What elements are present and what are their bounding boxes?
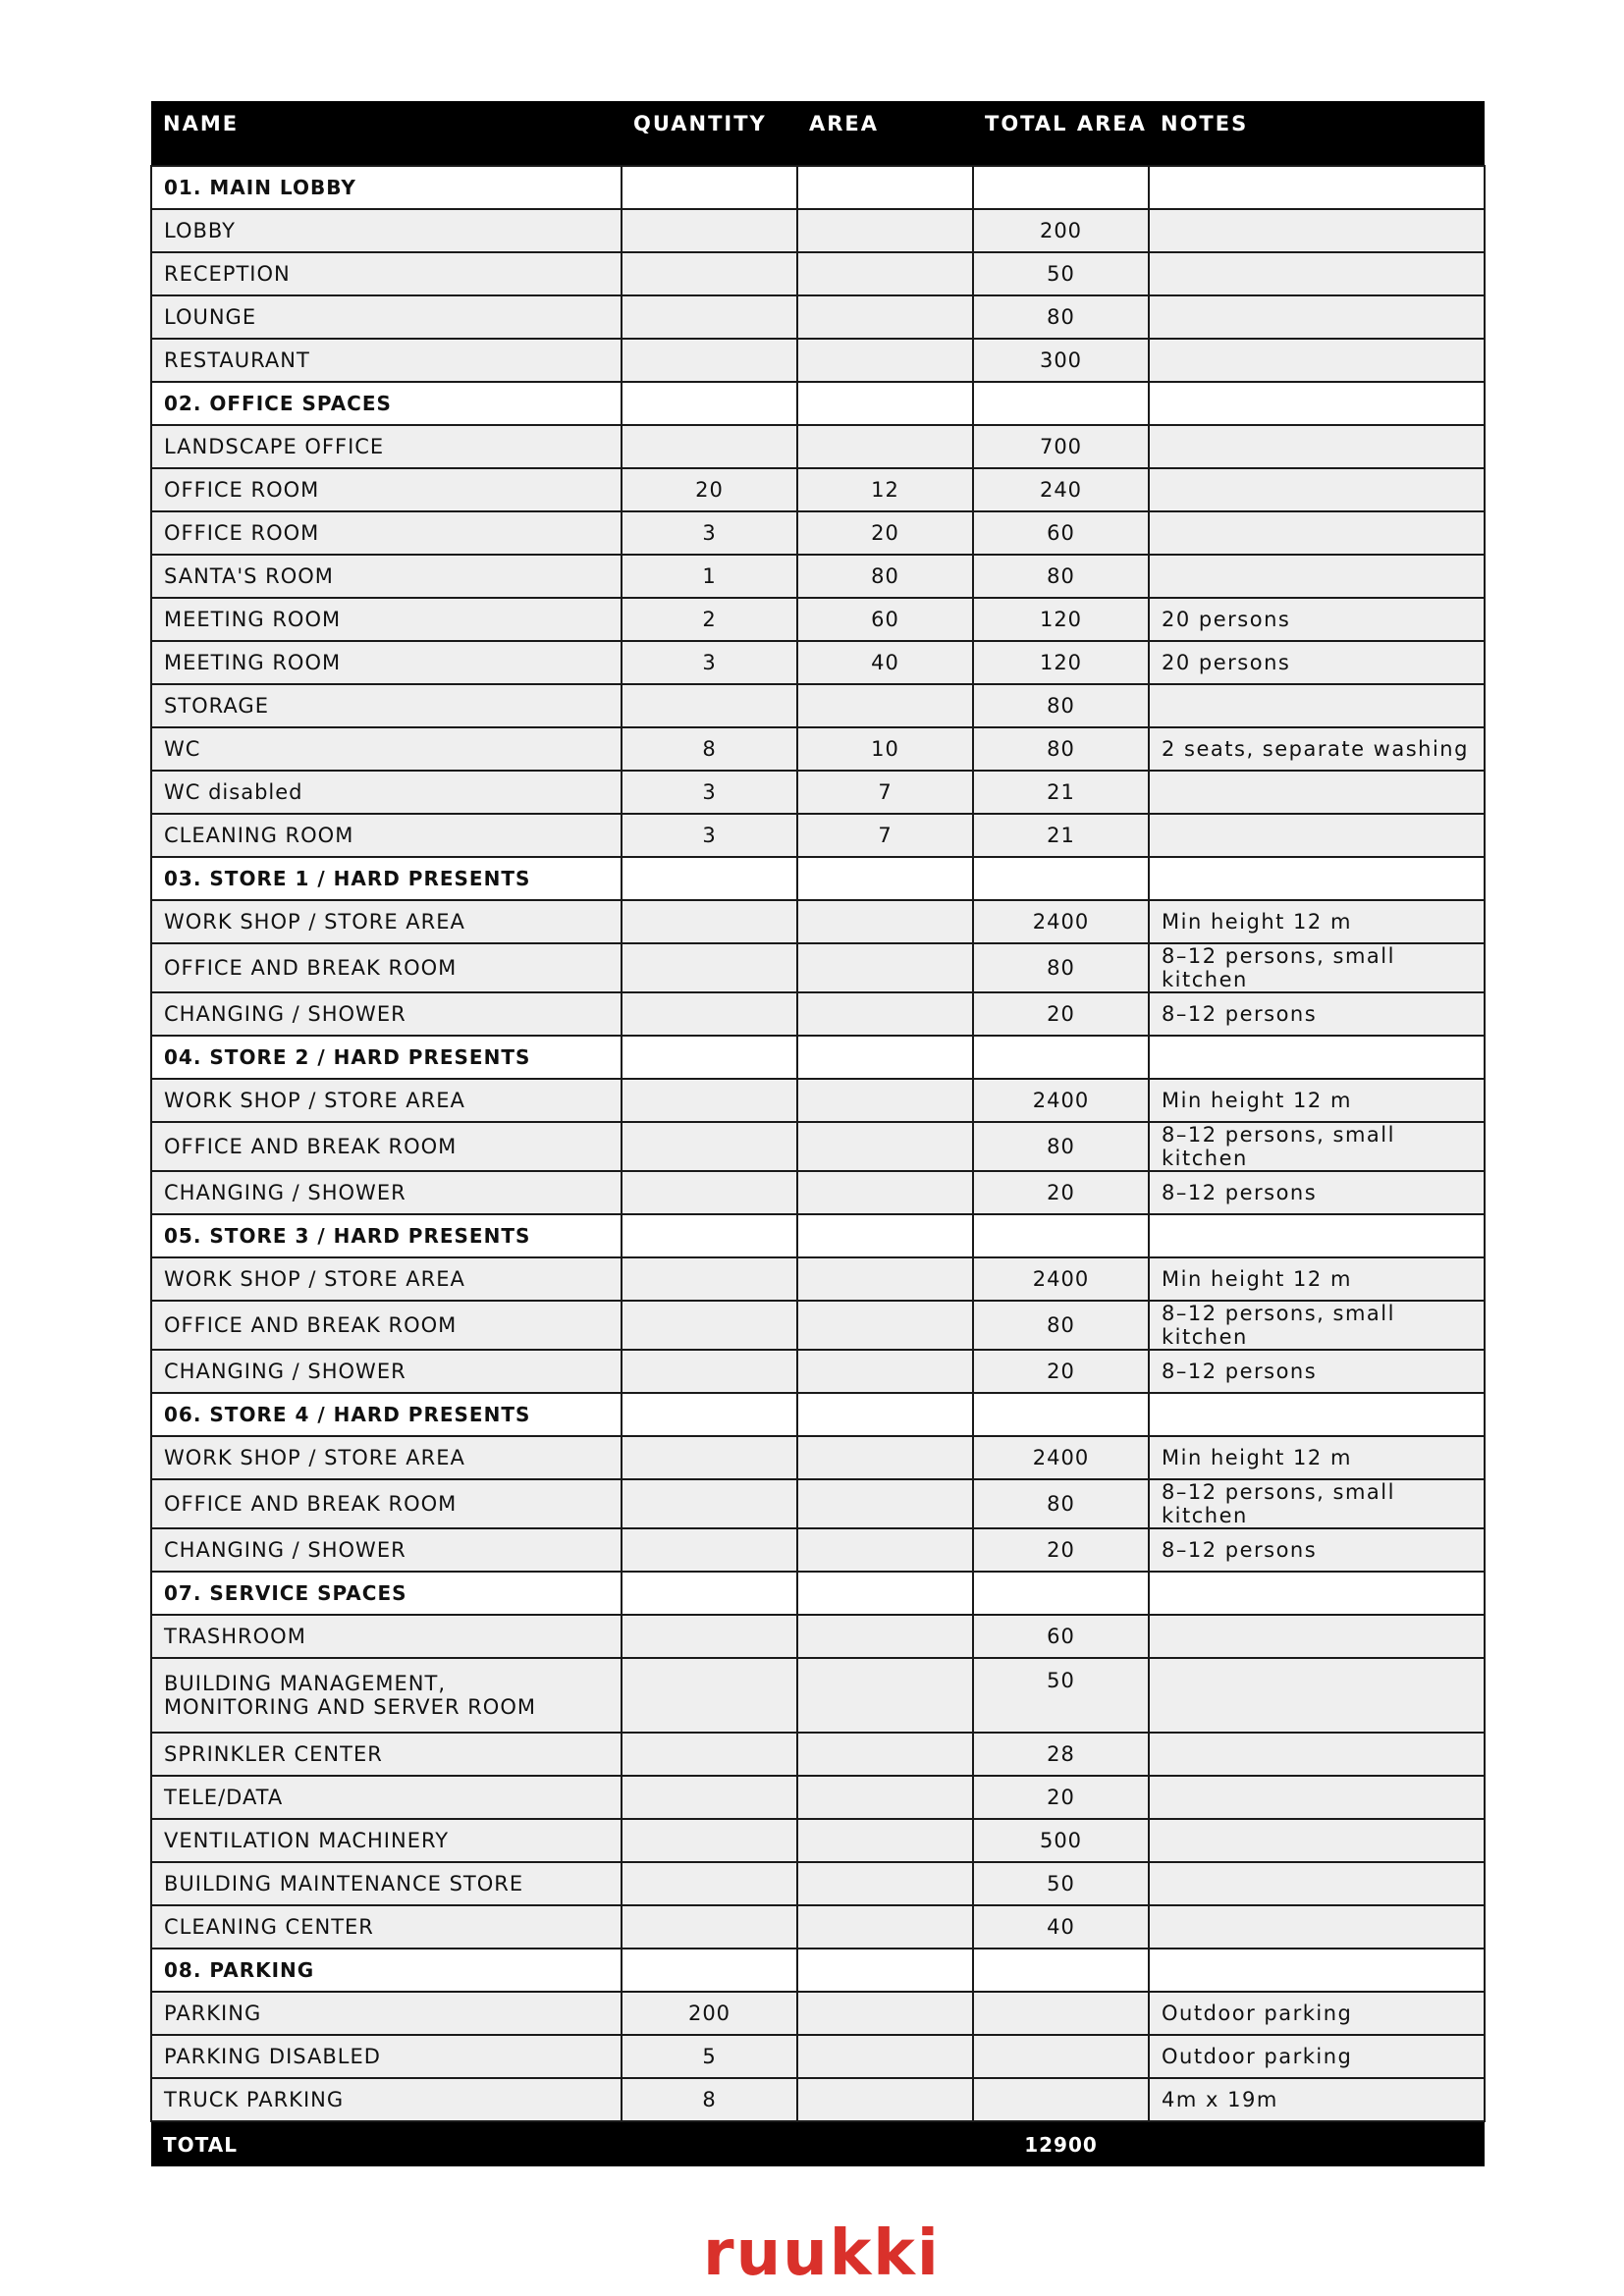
table-row bbox=[151, 1122, 1485, 1171]
cell-quantity bbox=[622, 1122, 797, 1171]
cell-total-area: 300 bbox=[973, 339, 1149, 382]
table-row bbox=[151, 1905, 1485, 1949]
cell-area bbox=[797, 857, 973, 900]
cell-area bbox=[797, 1171, 973, 1214]
table-row bbox=[151, 2035, 1485, 2078]
cell-total-area: 500 bbox=[973, 1819, 1149, 1862]
cell-quantity bbox=[622, 1819, 797, 1862]
section-title: 02. OFFICE SPACES bbox=[151, 382, 622, 425]
total-quantity-cell bbox=[622, 2121, 797, 2166]
cell-total-area: 20 bbox=[973, 1776, 1149, 1819]
cell-notes: 8–12 persons, small kitchen bbox=[1149, 1122, 1485, 1171]
cell-notes: Min height 12 m bbox=[1149, 1436, 1485, 1479]
cell-total-area: 80 bbox=[973, 943, 1149, 992]
cell-total-area: 700 bbox=[973, 425, 1149, 468]
cell-total-area bbox=[973, 1393, 1149, 1436]
cell-total-area: 80 bbox=[973, 1301, 1149, 1350]
cell-area bbox=[797, 1658, 973, 1733]
cell-quantity bbox=[622, 1393, 797, 1436]
cell-area: 60 bbox=[797, 598, 973, 641]
cell-area: 7 bbox=[797, 814, 973, 857]
cell-total-area: 20 bbox=[973, 992, 1149, 1036]
cell-notes bbox=[1149, 555, 1485, 598]
cell-total-area: 28 bbox=[973, 1733, 1149, 1776]
cell-area bbox=[797, 2035, 973, 2078]
cell-total-area bbox=[973, 382, 1149, 425]
cell-area bbox=[797, 252, 973, 295]
section-title: 07. SERVICE SPACES bbox=[151, 1572, 622, 1615]
cell-name: OFFICE AND BREAK ROOM bbox=[151, 1122, 622, 1171]
cell-name: TELE/DATA bbox=[151, 1776, 622, 1819]
table-row bbox=[151, 1658, 1485, 1733]
table-row bbox=[151, 1301, 1485, 1350]
cell-name: LOBBY bbox=[151, 209, 622, 252]
table-row bbox=[151, 771, 1485, 814]
cell-name: MEETING ROOM bbox=[151, 641, 622, 684]
cell-notes bbox=[1149, 771, 1485, 814]
section-row bbox=[151, 1036, 1485, 1079]
cell-total-area: 80 bbox=[973, 1479, 1149, 1528]
cell-quantity bbox=[622, 1079, 797, 1122]
cell-quantity bbox=[622, 1733, 797, 1776]
cell-notes bbox=[1149, 209, 1485, 252]
cell-quantity bbox=[622, 1528, 797, 1572]
cell-area bbox=[797, 1393, 973, 1436]
cell-total-area: 60 bbox=[973, 511, 1149, 555]
section-row bbox=[151, 166, 1485, 209]
cell-area bbox=[797, 1905, 973, 1949]
cell-name: CHANGING / SHOWER bbox=[151, 1528, 622, 1572]
total-area-cell bbox=[797, 2121, 973, 2166]
table-row bbox=[151, 1733, 1485, 1776]
cell-quantity: 20 bbox=[622, 468, 797, 511]
cell-notes bbox=[1149, 814, 1485, 857]
cell-area bbox=[797, 295, 973, 339]
cell-area bbox=[797, 1819, 973, 1862]
cell-notes bbox=[1149, 166, 1485, 209]
cell-name: WORK SHOP / STORE AREA bbox=[151, 1436, 622, 1479]
cell-quantity bbox=[622, 295, 797, 339]
cell-name: WORK SHOP / STORE AREA bbox=[151, 1257, 622, 1301]
cell-name: TRASHROOM bbox=[151, 1615, 622, 1658]
cell-total-area: 20 bbox=[973, 1528, 1149, 1572]
section-title: 04. STORE 2 / HARD PRESENTS bbox=[151, 1036, 622, 1079]
table-row bbox=[151, 555, 1485, 598]
cell-name: CHANGING / SHOWER bbox=[151, 992, 622, 1036]
cell-area: 7 bbox=[797, 771, 973, 814]
cell-notes: 2 seats, separate washing bbox=[1149, 727, 1485, 771]
table-row bbox=[151, 511, 1485, 555]
cell-total-area: 80 bbox=[973, 295, 1149, 339]
cell-notes: 8–12 persons, small kitchen bbox=[1149, 943, 1485, 992]
cell-area bbox=[797, 1036, 973, 1079]
cell-total-area: 2400 bbox=[973, 1257, 1149, 1301]
cell-total-area bbox=[973, 1214, 1149, 1257]
cell-area bbox=[797, 1301, 973, 1350]
table-row bbox=[151, 1615, 1485, 1658]
cell-area bbox=[797, 1214, 973, 1257]
cell-quantity bbox=[622, 1905, 797, 1949]
cell-total-area: 50 bbox=[973, 1658, 1149, 1733]
cell-notes: Min height 12 m bbox=[1149, 1079, 1485, 1122]
table-row bbox=[151, 209, 1485, 252]
cell-total-area: 120 bbox=[973, 598, 1149, 641]
table-row bbox=[151, 1528, 1485, 1572]
cell-name: CHANGING / SHOWER bbox=[151, 1350, 622, 1393]
cell-quantity: 3 bbox=[622, 511, 797, 555]
cell-quantity: 1 bbox=[622, 555, 797, 598]
cell-quantity bbox=[622, 1615, 797, 1658]
cell-name: VENTILATION MACHINERY bbox=[151, 1819, 622, 1862]
cell-total-area bbox=[973, 1949, 1149, 1992]
cell-notes bbox=[1149, 295, 1485, 339]
cell-notes: Outdoor parking bbox=[1149, 1992, 1485, 2035]
table-row bbox=[151, 598, 1485, 641]
cell-area: 40 bbox=[797, 641, 973, 684]
cell-quantity bbox=[622, 943, 797, 992]
cell-area bbox=[797, 1992, 973, 2035]
cell-quantity bbox=[622, 1658, 797, 1733]
cell-name: SPRINKLER CENTER bbox=[151, 1733, 622, 1776]
cell-notes bbox=[1149, 1819, 1485, 1862]
cell-area bbox=[797, 1528, 973, 1572]
cell-notes bbox=[1149, 1776, 1485, 1819]
cell-area bbox=[797, 166, 973, 209]
cell-area bbox=[797, 2078, 973, 2121]
ruukki-logo: ruukki bbox=[703, 2217, 941, 2290]
cell-name: OFFICE AND BREAK ROOM bbox=[151, 1479, 622, 1528]
table-row bbox=[151, 641, 1485, 684]
cell-notes: 8–12 persons bbox=[1149, 1350, 1485, 1393]
cell-notes: Outdoor parking bbox=[1149, 2035, 1485, 2078]
cell-area bbox=[797, 900, 973, 943]
cell-notes: 20 persons bbox=[1149, 598, 1485, 641]
cell-name: LOUNGE bbox=[151, 295, 622, 339]
cell-total-area bbox=[973, 166, 1149, 209]
cell-name: WORK SHOP / STORE AREA bbox=[151, 900, 622, 943]
cell-total-area bbox=[973, 1572, 1149, 1615]
total-label: TOTAL bbox=[151, 2121, 622, 2166]
cell-notes bbox=[1149, 382, 1485, 425]
cell-name: TRUCK PARKING bbox=[151, 2078, 622, 2121]
header-quantity: QUANTITY bbox=[622, 101, 797, 166]
section-title: 05. STORE 3 / HARD PRESENTS bbox=[151, 1214, 622, 1257]
section-row bbox=[151, 857, 1485, 900]
cell-total-area: 20 bbox=[973, 1171, 1149, 1214]
cell-total-area: 20 bbox=[973, 1350, 1149, 1393]
cell-area bbox=[797, 1733, 973, 1776]
cell-area bbox=[797, 1350, 973, 1393]
cell-quantity bbox=[622, 209, 797, 252]
table-row bbox=[151, 684, 1485, 727]
cell-total-area bbox=[973, 2078, 1149, 2121]
cell-notes bbox=[1149, 1949, 1485, 1992]
total-row bbox=[151, 2121, 1485, 2166]
cell-quantity: 5 bbox=[622, 2035, 797, 2078]
table-row bbox=[151, 339, 1485, 382]
cell-quantity bbox=[622, 382, 797, 425]
cell-area: 10 bbox=[797, 727, 973, 771]
cell-area bbox=[797, 1479, 973, 1528]
cell-total-area: 240 bbox=[973, 468, 1149, 511]
cell-notes: Min height 12 m bbox=[1149, 1257, 1485, 1301]
cell-notes: Min height 12 m bbox=[1149, 900, 1485, 943]
table-row bbox=[151, 1992, 1485, 2035]
table-row bbox=[151, 814, 1485, 857]
cell-total-area bbox=[973, 2035, 1149, 2078]
cell-notes bbox=[1149, 425, 1485, 468]
table-row bbox=[151, 468, 1485, 511]
cell-notes: 4m x 19m bbox=[1149, 2078, 1485, 2121]
section-row bbox=[151, 382, 1485, 425]
cell-quantity bbox=[622, 1257, 797, 1301]
table-row bbox=[151, 1819, 1485, 1862]
cell-notes: 8–12 persons, small kitchen bbox=[1149, 1301, 1485, 1350]
cell-area bbox=[797, 1122, 973, 1171]
cell-notes: 8–12 persons, small kitchen bbox=[1149, 1479, 1485, 1528]
cell-notes bbox=[1149, 1214, 1485, 1257]
cell-area bbox=[797, 943, 973, 992]
cell-name: OFFICE ROOM bbox=[151, 468, 622, 511]
cell-quantity bbox=[622, 992, 797, 1036]
cell-total-area: 21 bbox=[973, 814, 1149, 857]
cell-total-area: 120 bbox=[973, 641, 1149, 684]
cell-name: OFFICE AND BREAK ROOM bbox=[151, 943, 622, 992]
cell-quantity bbox=[622, 1949, 797, 1992]
cell-quantity: 3 bbox=[622, 814, 797, 857]
cell-quantity bbox=[622, 252, 797, 295]
section-title: 01. MAIN LOBBY bbox=[151, 166, 622, 209]
table-row bbox=[151, 1350, 1485, 1393]
section-row bbox=[151, 1393, 1485, 1436]
cell-name: STORAGE bbox=[151, 684, 622, 727]
cell-quantity bbox=[622, 857, 797, 900]
table-row bbox=[151, 1171, 1485, 1214]
table-row bbox=[151, 295, 1485, 339]
cell-notes bbox=[1149, 684, 1485, 727]
cell-area bbox=[797, 1615, 973, 1658]
table-row bbox=[151, 943, 1485, 992]
cell-name: WORK SHOP / STORE AREA bbox=[151, 1079, 622, 1122]
table-row bbox=[151, 727, 1485, 771]
section-title: 03. STORE 1 / HARD PRESENTS bbox=[151, 857, 622, 900]
cell-total-area: 2400 bbox=[973, 900, 1149, 943]
table-row bbox=[151, 992, 1485, 1036]
cell-area bbox=[797, 1949, 973, 1992]
cell-area bbox=[797, 1257, 973, 1301]
cell-quantity bbox=[622, 1171, 797, 1214]
cell-quantity bbox=[622, 1479, 797, 1528]
section-row bbox=[151, 1572, 1485, 1615]
cell-quantity bbox=[622, 1436, 797, 1479]
cell-area: 12 bbox=[797, 468, 973, 511]
cell-name: WC bbox=[151, 727, 622, 771]
total-notes-cell bbox=[1149, 2121, 1485, 2166]
cell-notes bbox=[1149, 339, 1485, 382]
table-row bbox=[151, 1862, 1485, 1905]
table-row bbox=[151, 252, 1485, 295]
cell-name: BUILDING MAINTENANCE STORE bbox=[151, 1862, 622, 1905]
cell-notes bbox=[1149, 1393, 1485, 1436]
cell-area bbox=[797, 382, 973, 425]
cell-quantity bbox=[622, 1036, 797, 1079]
cell-total-area: 50 bbox=[973, 252, 1149, 295]
table-row bbox=[151, 2078, 1485, 2121]
cell-notes bbox=[1149, 1733, 1485, 1776]
header-name: NAME bbox=[151, 101, 622, 166]
cell-name: SANTA'S ROOM bbox=[151, 555, 622, 598]
cell-quantity: 3 bbox=[622, 641, 797, 684]
cell-area bbox=[797, 1079, 973, 1122]
header-row bbox=[151, 101, 1485, 166]
total-value: 12900 bbox=[973, 2121, 1149, 2166]
cell-total-area: 21 bbox=[973, 771, 1149, 814]
cell-name: OFFICE AND BREAK ROOM bbox=[151, 1301, 622, 1350]
cell-notes bbox=[1149, 1615, 1485, 1658]
cell-notes bbox=[1149, 252, 1485, 295]
cell-quantity: 8 bbox=[622, 727, 797, 771]
cell-name: CLEANING CENTER bbox=[151, 1905, 622, 1949]
cell-area: 80 bbox=[797, 555, 973, 598]
table-header bbox=[151, 101, 1485, 166]
cell-notes bbox=[1149, 1905, 1485, 1949]
header-area: AREA bbox=[797, 101, 973, 166]
table-row bbox=[151, 1479, 1485, 1528]
room-program-table bbox=[150, 101, 1486, 2166]
table-body bbox=[151, 166, 1485, 2121]
cell-notes: 8–12 persons bbox=[1149, 1528, 1485, 1572]
cell-total-area: 80 bbox=[973, 555, 1149, 598]
cell-quantity bbox=[622, 339, 797, 382]
cell-total-area: 200 bbox=[973, 209, 1149, 252]
table-row bbox=[151, 900, 1485, 943]
cell-name: BUILDING MANAGEMENT, MONITORING AND SERVER ROOM bbox=[151, 1658, 622, 1733]
section-row bbox=[151, 1214, 1485, 1257]
cell-quantity: 2 bbox=[622, 598, 797, 641]
section-title: 08. PARKING bbox=[151, 1949, 622, 1992]
cell-name: RESTAURANT bbox=[151, 339, 622, 382]
cell-area bbox=[797, 684, 973, 727]
cell-name: CHANGING / SHOWER bbox=[151, 1171, 622, 1214]
cell-area: 20 bbox=[797, 511, 973, 555]
cell-area bbox=[797, 992, 973, 1036]
header-notes: NOTES bbox=[1149, 101, 1485, 166]
section-row bbox=[151, 1949, 1485, 1992]
cell-total-area: 80 bbox=[973, 684, 1149, 727]
cell-total-area: 2400 bbox=[973, 1436, 1149, 1479]
table-row bbox=[151, 1436, 1485, 1479]
cell-area bbox=[797, 1862, 973, 1905]
cell-notes: 20 persons bbox=[1149, 641, 1485, 684]
section-title: 06. STORE 4 / HARD PRESENTS bbox=[151, 1393, 622, 1436]
cell-quantity bbox=[622, 166, 797, 209]
cell-name: MEETING ROOM bbox=[151, 598, 622, 641]
cell-quantity: 3 bbox=[622, 771, 797, 814]
cell-notes bbox=[1149, 468, 1485, 511]
cell-area bbox=[797, 209, 973, 252]
cell-name: PARKING DISABLED bbox=[151, 2035, 622, 2078]
cell-quantity bbox=[622, 1350, 797, 1393]
table-footer bbox=[151, 2121, 1485, 2166]
header-total-area: TOTAL AREA bbox=[973, 101, 1149, 166]
cell-total-area bbox=[973, 857, 1149, 900]
cell-quantity bbox=[622, 1301, 797, 1350]
cell-total-area: 80 bbox=[973, 1122, 1149, 1171]
cell-notes: 8–12 persons bbox=[1149, 992, 1485, 1036]
cell-quantity bbox=[622, 425, 797, 468]
cell-total-area: 40 bbox=[973, 1905, 1149, 1949]
cell-total-area: 60 bbox=[973, 1615, 1149, 1658]
cell-notes bbox=[1149, 1572, 1485, 1615]
cell-notes bbox=[1149, 511, 1485, 555]
cell-quantity: 8 bbox=[622, 2078, 797, 2121]
cell-area bbox=[797, 1776, 973, 1819]
cell-quantity bbox=[622, 1862, 797, 1905]
cell-area bbox=[797, 1572, 973, 1615]
cell-total-area: 80 bbox=[973, 727, 1149, 771]
cell-notes: 8–12 persons bbox=[1149, 1171, 1485, 1214]
cell-area bbox=[797, 339, 973, 382]
cell-notes bbox=[1149, 1036, 1485, 1079]
table-row bbox=[151, 1079, 1485, 1122]
cell-notes bbox=[1149, 1658, 1485, 1733]
cell-total-area bbox=[973, 1036, 1149, 1079]
cell-quantity bbox=[622, 684, 797, 727]
cell-name: RECEPTION bbox=[151, 252, 622, 295]
cell-name: CLEANING ROOM bbox=[151, 814, 622, 857]
cell-quantity bbox=[622, 900, 797, 943]
cell-area bbox=[797, 425, 973, 468]
cell-total-area: 2400 bbox=[973, 1079, 1149, 1122]
cell-total-area: 50 bbox=[973, 1862, 1149, 1905]
cell-quantity bbox=[622, 1572, 797, 1615]
cell-name: WC disabled bbox=[151, 771, 622, 814]
cell-notes bbox=[1149, 1862, 1485, 1905]
cell-name: OFFICE ROOM bbox=[151, 511, 622, 555]
cell-notes bbox=[1149, 857, 1485, 900]
table-row bbox=[151, 1776, 1485, 1819]
cell-total-area bbox=[973, 1992, 1149, 2035]
cell-name: LANDSCAPE OFFICE bbox=[151, 425, 622, 468]
cell-name: PARKING bbox=[151, 1992, 622, 2035]
cell-quantity: 200 bbox=[622, 1992, 797, 2035]
cell-quantity bbox=[622, 1214, 797, 1257]
table-row bbox=[151, 1257, 1485, 1301]
table-row bbox=[151, 425, 1485, 468]
cell-area bbox=[797, 1436, 973, 1479]
cell-quantity bbox=[622, 1776, 797, 1819]
